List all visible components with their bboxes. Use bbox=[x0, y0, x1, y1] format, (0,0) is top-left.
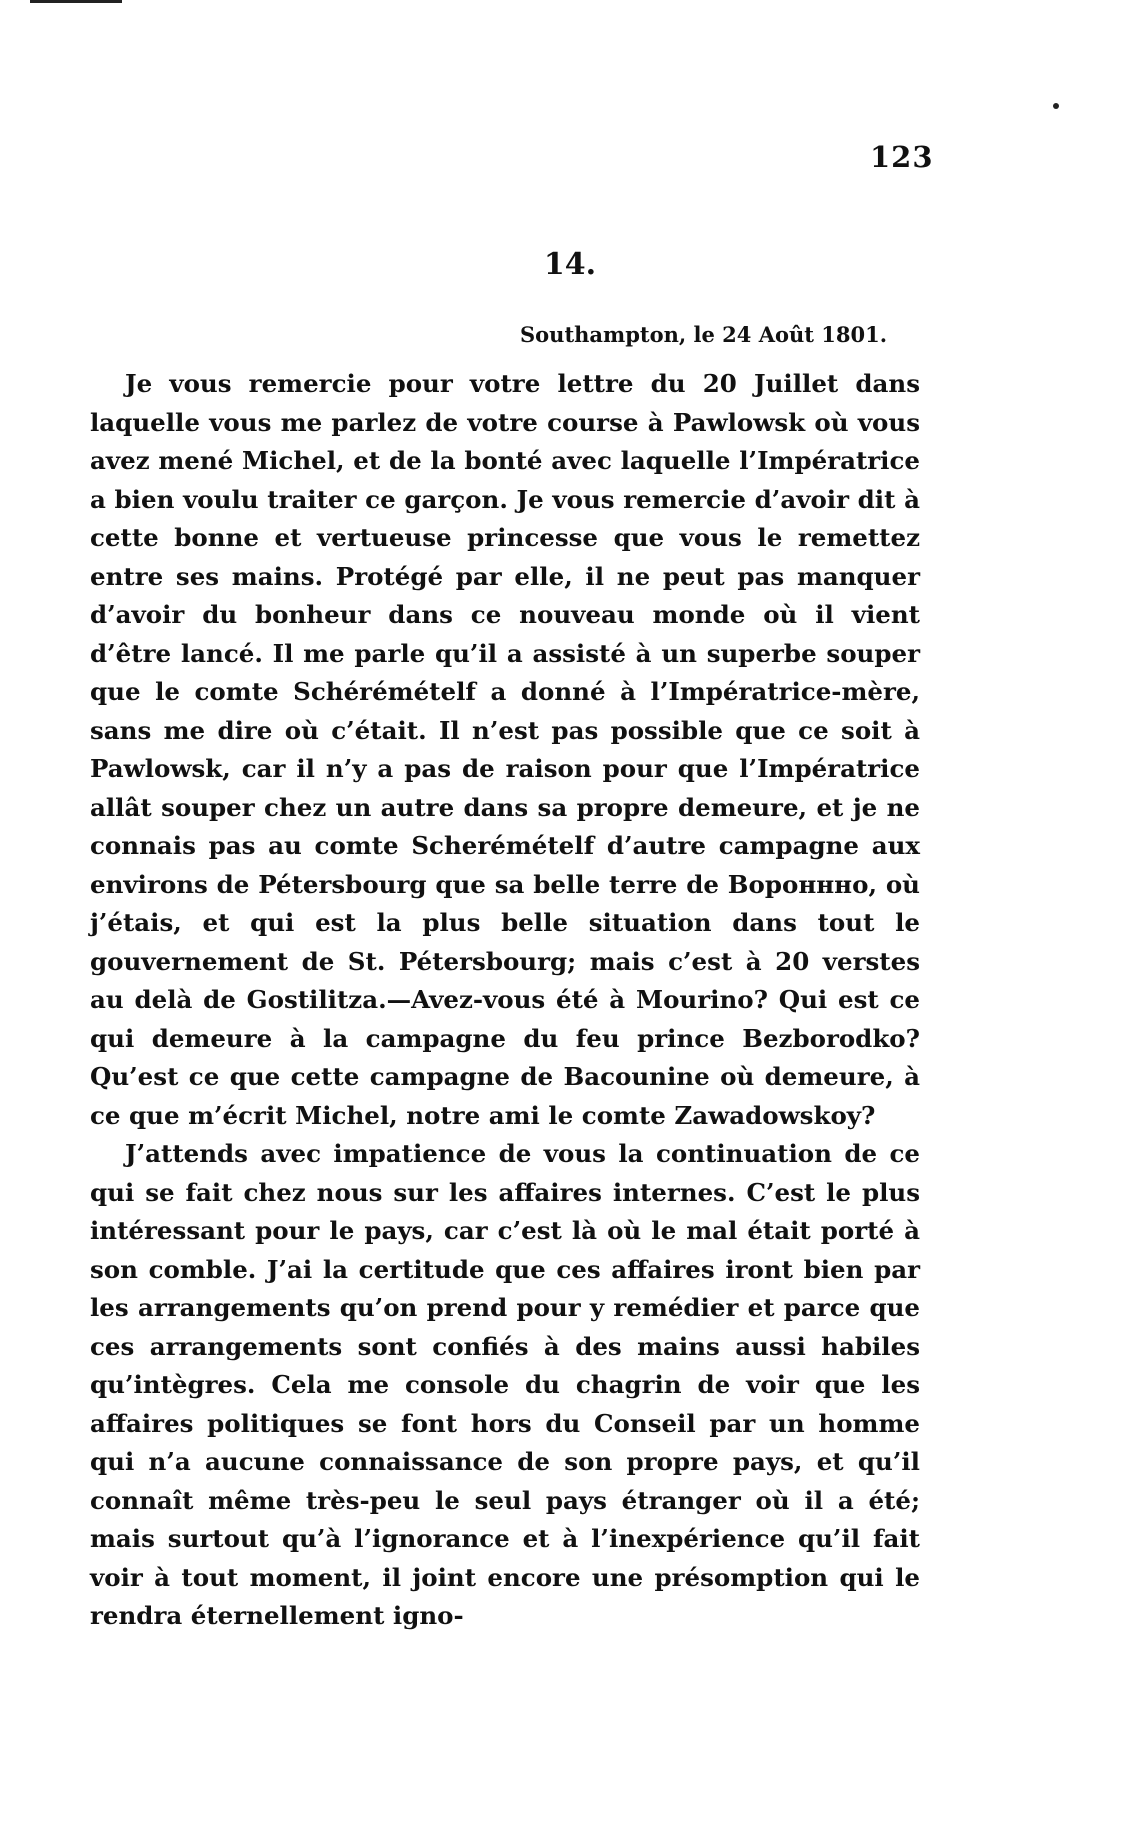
letter-number: 14. bbox=[543, 247, 597, 282]
dateline: Southampton, le 24 Août 1801. bbox=[520, 322, 888, 347]
paragraph-2: J’attends avec impatience de vous la continuation de ce qui se fait chez nous sur les affaires internes. C’est le plus intéressant pour le pays, car c’est là où le mal était porté à son comble. J’ai la certitude que ces affaires iront bien par les arrangements qu’on prend pour y remédier et parce que ces arrangements sont confiés à des mains aussi habiles qu’intègres. Cela me console du chagrin de voir que les affaires politiques se font hors du Conseil par un homme qui n’a aucune connaissance de son propre pays, et qu’il connaît même très-peu le seul pays étranger où il a été; mais surtout qu’à l’ignorance et à l’inexpérience qu’il fait voir à tout moment, il joint encore une présomption qui le rendra éternellement igno- bbox=[90, 1139, 920, 1630]
scan-speck bbox=[1053, 103, 1059, 109]
page-number: 123 bbox=[870, 140, 934, 174]
letter-body bbox=[90, 365, 920, 1636]
paragraph-1: Je vous remercie pour votre lettre du 20 Juillet dans laquelle vous me parlez de votre course à Pawlowsk où vous avez mené Michel, et de la bonté avec laquelle l’Impératrice a bien voulu traiter ce garçon. Je vous remercie d’avoir dit à cette bonne et vertueuse princesse que vous le remettez entre ses mains. Protégé par elle, il ne peut pas manquer d’avoir du bonheur dans ce nouveau monde où il vient d’être lancé. Il me parle qu’il a assisté à un superbe souper que le comte Schérémételf a donné à l’Impératrice-mère, sans me dire où c’était. Il n’est pas possible que ce soit à Pawlowsk, car il n’y a pas de raison pour que l’Impératrice allât souper chez un autre dans sa propre demeure, et je ne connais pas au comte Scherémételf d’autre campagne aux environs de Pétersbourg que sa belle terre de Вороннно, où j’étais, et qui est la plus belle situation dans tout le gouvernement de St. Pétersbourg; mais c’est à 20 verstes au delà de Gostilitza.—Avez-vous été à Mourino? Qui est ce qui demeure à la campagne du feu prince Bezborodko? Qu’est ce que cette campagne de Bacounine où demeure, à ce que m’écrit Michel, notre ami le comte Zawadowskoy? bbox=[90, 369, 920, 1130]
scan-edge-mark bbox=[30, 0, 122, 3]
